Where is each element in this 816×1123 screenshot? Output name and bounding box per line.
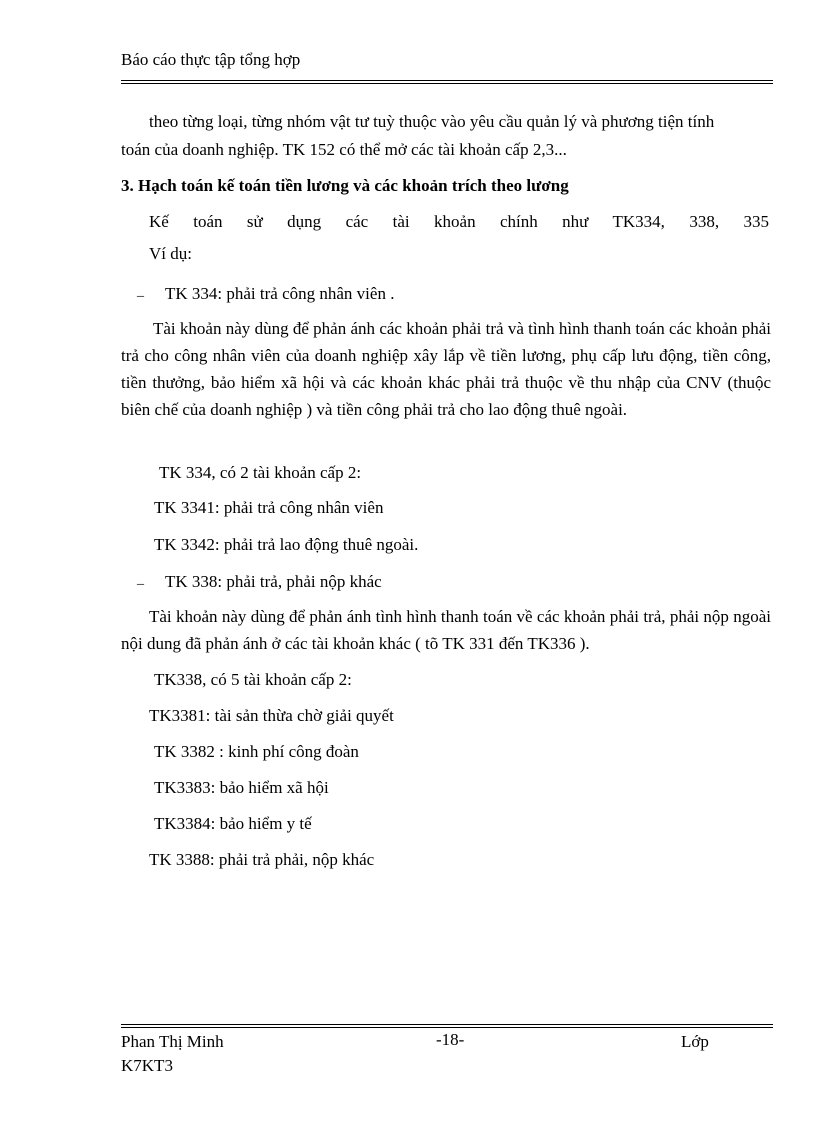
tk3383-item: TK3383: bảo hiểm xã hội [154,778,329,797]
paragraph-line: toán của doanh nghiệp. TK 152 có thể mở các tài khoản cấp 2,3... [121,140,567,159]
footer-author-class: K7KT3 [121,1056,173,1075]
bullet-dash: _ [137,284,144,299]
tk3381-item: TK3381: tài sản thừa chờ giải quyết [149,706,394,725]
tk3341-item: TK 3341: phải trả công nhân viên [154,498,384,517]
tk334-sub-intro: TK 334, có 2 tài khoản cấp 2: [159,463,362,482]
intro-line: Kế toán sử dụng các tài khoản chính như TK334, 338, 335 [149,212,769,231]
tk3384-item: TK3384: bảo hiểm y tế [154,814,312,833]
tk338-description: Tài khoản này dùng để phản ánh tình hình thanh toán về các khoản phải trả, phải nộp ngoài nội dung đã phản ánh ở các tài khoản khác ( tõ TK 331 đến TK336 ). [121,607,771,653]
section-heading: 3. Hạch toán kế toán tiền lương và các khoản trích theo lương [121,176,569,195]
bullet-dash: _ [137,572,144,587]
tk334-description: Tài khoản này dùng để phản ánh các khoản phải trả và tình hình thanh toán các khoản phải trả cho công nhân viên của doanh nghiệp xây lắp về tiền lương, phụ cấp lưu động, tiền công, tiền thưởng, bảo hiểm xã hội và các khoản khác phải trả thuộc về thu nhập của CNV (thuộc biên chế của doanh nghiệp ) và tiền công phải trả cho lao động thuê ngoài. [121,319,771,419]
header-rule [121,80,773,84]
footer-author [121,1030,224,1078]
tk3382-item: TK 3382 : kinh phí công đoàn [154,742,359,761]
example-label: Ví dụ: [149,244,192,263]
footer-rule [121,1024,773,1028]
footer-class-label: Lớp [681,1032,709,1051]
footer-author-name: Phan Thị Minh [121,1032,224,1051]
header-title: Báo cáo thực tập tổng hợp [121,50,301,69]
page-number: -18- [436,1030,465,1049]
paragraph-line: theo từng loại, từng nhóm vật tư tuỳ thuộc vào yêu cầu quản lý và phương tiện tính [149,112,715,131]
tk334-item: TK 334: phải trả công nhân viên . [165,284,395,303]
tk3388-item: TK 3388: phải trả phải, nộp khác [149,850,375,869]
tk3342-item: TK 3342: phải trả lao động thuê ngoài. [154,535,419,554]
tk338-item: TK 338: phải trả, phải nộp khác [165,572,382,591]
tk338-sub-intro: TK338, có 5 tài khoản cấp 2: [154,670,352,689]
